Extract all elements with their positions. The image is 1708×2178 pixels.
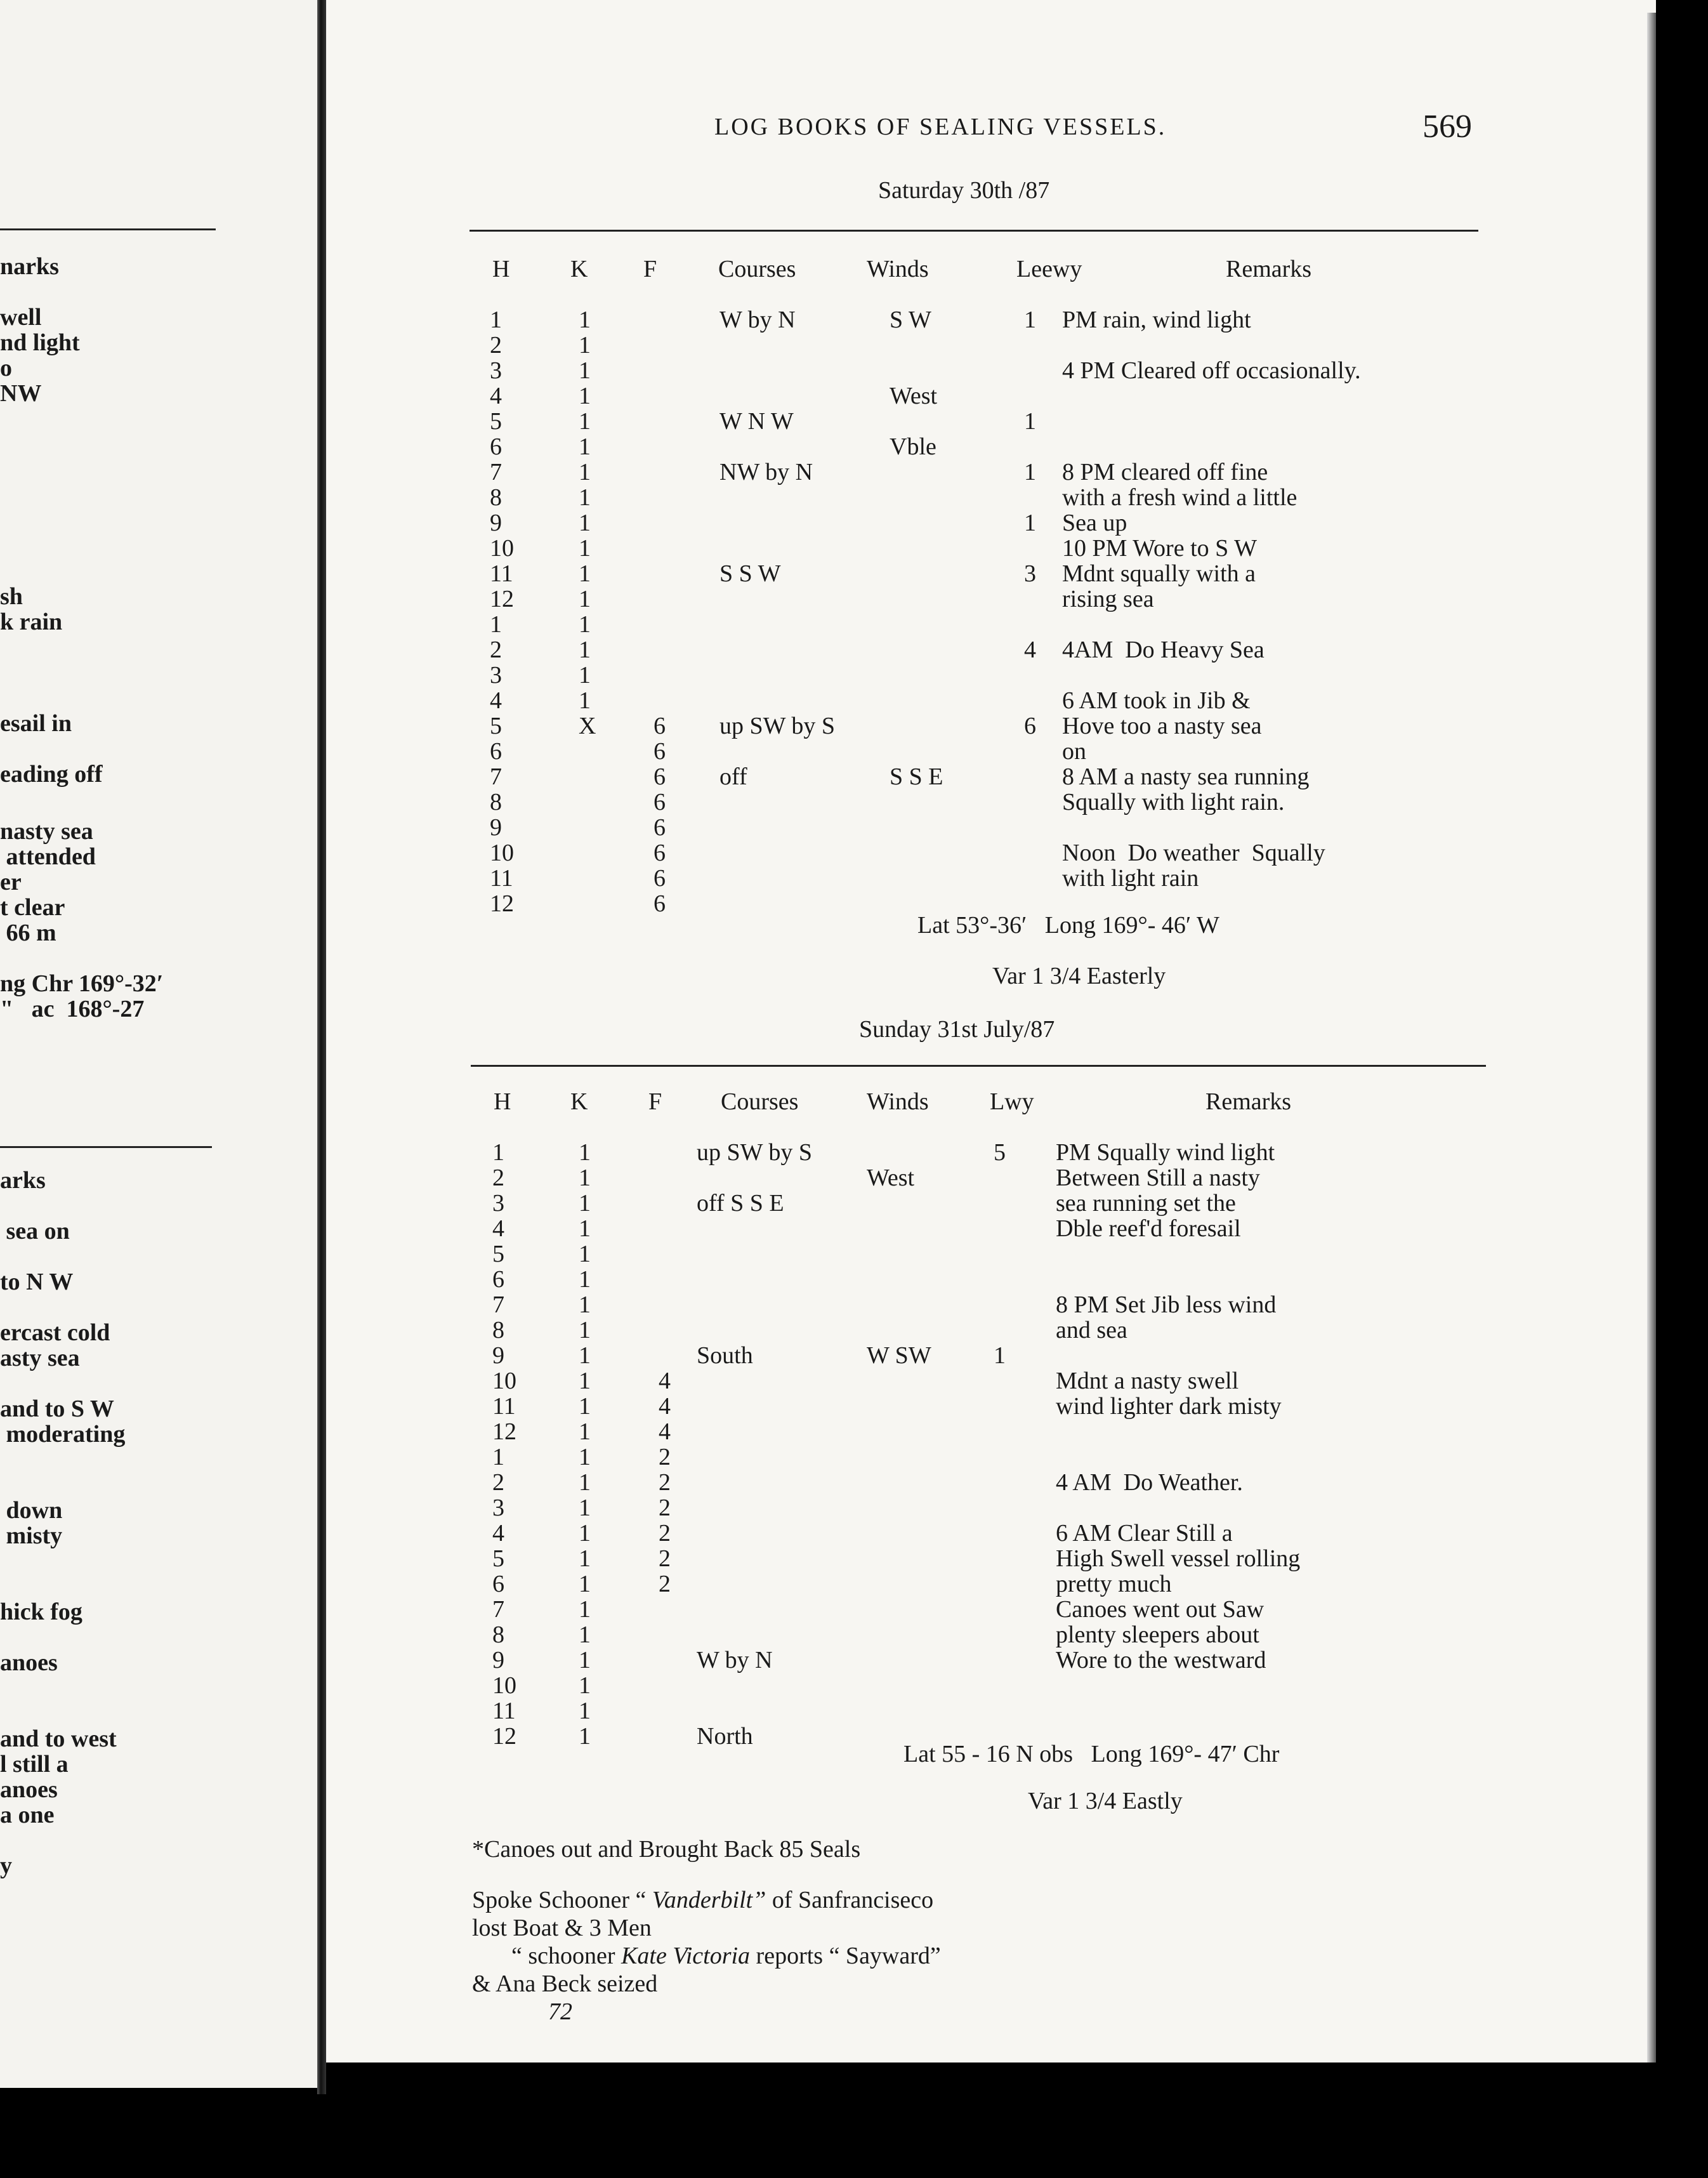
left-fragment-line: and to west (0, 1726, 117, 1752)
day1-date: Saturday 30th /87 (878, 177, 1050, 204)
hour-cell: 6 (490, 738, 502, 765)
remark-line: 4 AM Do Weather. (1056, 1469, 1243, 1496)
fathoms-cell: 6 (654, 890, 666, 917)
knots-cell: 1 (579, 637, 591, 663)
hour-cell: 8 (492, 1621, 504, 1648)
footnote-canoes: *Canoes out and Brought Back 85 Seals (472, 1836, 861, 1863)
col-winds: Winds (867, 256, 929, 282)
hour-cell: 1 (490, 611, 502, 638)
remark-line: 6 AM took in Jib & (1062, 687, 1251, 714)
col-k: K (570, 1088, 588, 1115)
col-f: F (648, 1088, 662, 1115)
hour-cell: 12 (492, 1723, 516, 1750)
fathoms-cell: 6 (654, 763, 666, 790)
hour-cell: 11 (492, 1393, 516, 1420)
left-rule-top (0, 228, 216, 230)
hour-cell: 8 (490, 789, 502, 815)
remark-line: 8 PM cleared off fine (1062, 459, 1268, 485)
footnote-lost: lost Boat & 3 Men (472, 1915, 652, 1941)
wind-cell: Vble (890, 433, 936, 460)
knots-cell: 1 (579, 510, 591, 536)
knots-cell: 1 (579, 1190, 591, 1217)
left-fragment-line: a one (0, 1802, 55, 1828)
hour-cell: 5 (492, 1241, 504, 1267)
knots-cell: 1 (579, 1444, 591, 1470)
left-fragment-line: arks (0, 1167, 46, 1194)
leeway-cell: 3 (1024, 560, 1036, 587)
leeway-cell: 1 (1024, 408, 1036, 435)
course-cell: North (697, 1723, 753, 1750)
book-binding (317, 0, 326, 2094)
course-cell: W by N (697, 1647, 773, 1673)
hour-cell: 5 (490, 713, 502, 739)
schooner-vessel: Kate Victoria (621, 1943, 751, 1969)
left-fragment-line: anoes (0, 1776, 58, 1803)
left-fragment-line: y (0, 1852, 12, 1879)
remark-line: wind lighter dark misty (1056, 1393, 1282, 1420)
left-fragment-line: nd light (0, 329, 80, 356)
knots-cell: 1 (579, 1698, 591, 1724)
hour-cell: 9 (492, 1342, 504, 1369)
fathoms-cell: 6 (654, 814, 666, 841)
col-remarks: Remarks (1205, 1088, 1292, 1115)
spoke-suffix: of Sanfranciseco (766, 1887, 934, 1913)
leeway-cell: 1 (1024, 307, 1036, 333)
knots-cell: 1 (579, 586, 591, 612)
day1-position: Lat 53°-36′ Long 169°- 46′ W (917, 912, 1219, 939)
hour-cell: 12 (492, 1418, 516, 1445)
knots-cell: 1 (579, 1418, 591, 1445)
knots-cell: 1 (579, 1165, 591, 1191)
knots-cell: 1 (579, 357, 591, 384)
left-rule-mid (0, 1146, 212, 1148)
hour-cell: 3 (490, 662, 502, 689)
fathoms-cell: 6 (654, 789, 666, 815)
remark-line: rising sea (1062, 586, 1154, 612)
hour-cell: 6 (492, 1571, 504, 1597)
hour-cell: 10 (492, 1368, 516, 1394)
left-fragment-line: sea on (0, 1218, 70, 1244)
leeway-cell: 5 (994, 1139, 1006, 1166)
left-fragment-line: esail in (0, 710, 72, 737)
fathoms-cell: 2 (659, 1545, 671, 1572)
hour-cell: 3 (492, 1190, 504, 1217)
hour-cell: 10 (490, 840, 514, 866)
knots-cell: 1 (579, 1723, 591, 1750)
knots-cell: 1 (579, 1342, 591, 1369)
left-fragment-line: ercast cold (0, 1319, 110, 1346)
remark-line: with a fresh wind a little (1062, 484, 1297, 511)
knots-cell: 1 (579, 1672, 591, 1699)
left-fragment-line: 66 m (0, 920, 56, 946)
remark-line: on (1062, 738, 1086, 765)
hour-cell: 5 (492, 1545, 504, 1572)
remark-line: PM rain, wind light (1062, 307, 1251, 333)
knots-cell: 1 (579, 332, 591, 359)
course-cell: off (719, 763, 747, 790)
knots-cell: 1 (579, 1139, 591, 1166)
remark-line: 8 AM a nasty sea running (1062, 763, 1310, 790)
col-remarks: Remarks (1226, 256, 1312, 282)
day1-variation: Var 1 3/4 Easterly (992, 963, 1166, 989)
fathoms-cell: 4 (659, 1393, 671, 1420)
left-fragment-line: hick fog (0, 1599, 82, 1625)
footnote-spoke (472, 1885, 933, 1915)
remark-line: Mdnt a nasty swell (1056, 1368, 1239, 1394)
day2-rule (471, 1065, 1486, 1067)
hour-cell: 5 (490, 408, 502, 435)
knots-cell: 1 (579, 662, 591, 689)
remark-line: High Swell vessel rolling (1056, 1545, 1301, 1572)
hour-cell: 4 (490, 383, 502, 409)
left-fragment-line: to N W (0, 1269, 74, 1295)
fathoms-cell: 6 (654, 840, 666, 866)
left-fragment-line: er (0, 869, 22, 895)
knots-cell: 1 (579, 611, 591, 638)
knots-cell: 1 (579, 408, 591, 435)
left-fragment-line: moderating (0, 1421, 126, 1448)
left-fragment-line: k rain (0, 609, 63, 635)
knots-cell: 1 (579, 1469, 591, 1496)
remark-line: 6 AM Clear Still a (1056, 1520, 1233, 1547)
col-k: K (570, 256, 588, 282)
spoke-prefix: Spoke Schooner “ (472, 1887, 652, 1913)
wind-cell: S W (890, 307, 931, 333)
left-fragment-line: well (0, 304, 42, 331)
col-h: H (492, 256, 510, 282)
day1-rule (470, 230, 1478, 232)
remark-line: 10 PM Wore to S W (1062, 535, 1257, 562)
signature-mark: 72 (548, 1998, 572, 2025)
hour-cell: 6 (492, 1266, 504, 1293)
hour-cell: 7 (490, 763, 502, 790)
fathoms-cell: 4 (659, 1418, 671, 1445)
left-page-fragment (0, 0, 317, 2088)
remark-line: plenty sleepers about (1056, 1621, 1259, 1648)
remark-line: 8 PM Set Jib less wind (1056, 1291, 1277, 1318)
day2-date: Sunday 31st July/87 (859, 1016, 1055, 1043)
day2-position: Lat 55 - 16 N obs Long 169°- 47′ Chr (903, 1741, 1280, 1767)
leeway-cell: 1 (1024, 459, 1036, 485)
hour-cell: 8 (490, 484, 502, 511)
schooner-prefix: “ schooner (511, 1943, 622, 1969)
hour-cell: 6 (490, 433, 502, 460)
knots-cell: 1 (579, 1520, 591, 1547)
remark-line: sea running set the (1056, 1190, 1236, 1217)
remark-line: 4AM Do Heavy Sea (1062, 637, 1265, 663)
wind-cell: West (867, 1165, 915, 1191)
left-fragment-line: o (0, 355, 12, 381)
col-h: H (494, 1088, 511, 1115)
remark-line: Hove too a nasty sea (1062, 713, 1262, 739)
fathoms-cell: 2 (659, 1495, 671, 1521)
knots-cell: 1 (579, 1368, 591, 1394)
knots-cell: 1 (579, 1291, 591, 1318)
hour-cell: 7 (492, 1596, 504, 1623)
course-cell: NW by N (719, 459, 813, 485)
knots-cell: 1 (579, 484, 591, 511)
running-header: LOG BOOKS OF SEALING VESSELS. (714, 114, 1167, 140)
fathoms-cell: 6 (654, 738, 666, 765)
left-fragment-line: eading off (0, 761, 103, 788)
remark-line: 4 PM Cleared off occasionally. (1062, 357, 1361, 384)
knots-cell: 1 (579, 459, 591, 485)
leeway-cell: 6 (1024, 713, 1036, 739)
col-leeway: Leewy (1016, 256, 1082, 282)
hour-cell: 2 (490, 637, 502, 663)
hour-cell: 4 (492, 1520, 504, 1547)
page-number: 569 (1422, 109, 1472, 145)
course-cell: W N W (719, 408, 794, 435)
hour-cell: 9 (492, 1647, 504, 1673)
hour-cell: 1 (490, 307, 502, 333)
left-fragment-line: narks (0, 253, 59, 280)
remark-line: Noon Do weather Squally (1062, 840, 1325, 866)
hour-cell: 7 (490, 459, 502, 485)
hour-cell: 9 (490, 814, 502, 841)
remark-line: Sea up (1062, 510, 1127, 536)
col-f: F (643, 256, 657, 282)
day2-variation: Var 1 3/4 Eastly (1028, 1788, 1183, 1814)
course-cell: S S W (719, 560, 781, 587)
knots-cell: 1 (579, 1596, 591, 1623)
left-fragment-line: down (0, 1497, 63, 1524)
leeway-cell: 1 (994, 1342, 1006, 1369)
hour-cell: 11 (492, 1698, 516, 1724)
knots-cell: 1 (579, 560, 591, 587)
knots-cell: 1 (579, 307, 591, 333)
knots-cell: 1 (579, 1545, 591, 1572)
col-winds: Winds (867, 1088, 929, 1115)
remark-line: Mdnt squally with a (1062, 560, 1256, 587)
left-fragment-line: sh (0, 583, 23, 610)
hour-cell: 10 (492, 1672, 516, 1699)
col-leeway: Lwy (990, 1088, 1034, 1115)
knots-cell: 1 (579, 1621, 591, 1648)
fathoms-cell: 4 (659, 1368, 671, 1394)
knots-cell: 1 (579, 1647, 591, 1673)
leeway-cell: 1 (1024, 510, 1036, 536)
hour-cell: 2 (492, 1469, 504, 1496)
knots-cell: 1 (579, 1241, 591, 1267)
col-courses: Courses (718, 256, 796, 282)
hour-cell: 11 (490, 560, 513, 587)
footnote-schooner (511, 1941, 941, 1971)
footnote-seized: & Ana Beck seized (472, 1970, 658, 1997)
remark-line: Between Still a nasty (1056, 1165, 1260, 1191)
knots-cell: 1 (579, 1393, 591, 1420)
knots-cell: X (579, 713, 596, 739)
fathoms-cell: 2 (659, 1469, 671, 1496)
left-fragment-line: misty (0, 1522, 63, 1549)
knots-cell: 1 (579, 1571, 591, 1597)
page (326, 0, 1656, 2062)
hour-cell: 3 (492, 1495, 504, 1521)
hour-cell: 3 (490, 357, 502, 384)
course-cell: off S S E (697, 1190, 784, 1217)
hour-cell: 12 (490, 586, 514, 612)
wind-cell: West (890, 383, 938, 409)
left-fragment-line: t clear (0, 894, 65, 921)
knots-cell: 1 (579, 433, 591, 460)
wind-cell: S S E (890, 763, 943, 790)
knots-cell: 1 (579, 1495, 591, 1521)
knots-cell: 1 (579, 535, 591, 562)
left-fragment-line: and to S W (0, 1396, 114, 1422)
hour-cell: 2 (490, 332, 502, 359)
left-fragment-line: asty sea (0, 1345, 80, 1371)
hour-cell: 4 (492, 1215, 504, 1242)
hour-cell: 1 (492, 1444, 504, 1470)
wind-cell: W SW (867, 1342, 931, 1369)
hour-cell: 9 (490, 510, 502, 536)
remark-line: Squally with light rain. (1062, 789, 1285, 815)
course-cell: W by N (719, 307, 796, 333)
remark-line: PM Squally wind light (1056, 1139, 1275, 1166)
left-fragment-line: NW (0, 380, 42, 407)
remark-line: Dble reef'd foresail (1056, 1215, 1241, 1242)
remark-line: pretty much (1056, 1571, 1172, 1597)
spoke-vessel: Vanderbilt” (652, 1887, 766, 1913)
hour-cell: 7 (492, 1291, 504, 1318)
knots-cell: 1 (579, 383, 591, 409)
left-fragment-line: " ac 168°-27 (0, 996, 145, 1022)
hour-cell: 10 (490, 535, 514, 562)
knots-cell: 1 (579, 687, 591, 714)
hour-cell: 1 (492, 1139, 504, 1166)
fathoms-cell: 6 (654, 865, 666, 892)
left-fragment-line: nasty sea (0, 818, 93, 845)
course-cell: up SW by S (697, 1139, 812, 1166)
hour-cell: 12 (490, 890, 514, 917)
remark-line: and sea (1056, 1317, 1127, 1343)
page-edge (1647, 13, 1656, 2062)
hour-cell: 2 (492, 1165, 504, 1191)
left-fragment-line: anoes (0, 1649, 58, 1676)
fathoms-cell: 2 (659, 1571, 671, 1597)
hour-cell: 11 (490, 865, 513, 892)
fathoms-cell: 2 (659, 1520, 671, 1547)
remark-line: Wore to the westward (1056, 1647, 1266, 1673)
hour-cell: 8 (492, 1317, 504, 1343)
fathoms-cell: 6 (654, 713, 666, 739)
knots-cell: 1 (579, 1215, 591, 1242)
left-fragment-line: l still a (0, 1751, 69, 1778)
knots-cell: 1 (579, 1266, 591, 1293)
left-fragment-line: ng Chr 169°-32′ (0, 970, 164, 997)
course-cell: South (697, 1342, 753, 1369)
remark-line: with light rain (1062, 865, 1199, 892)
schooner-suffix: reports “ Sayward” (750, 1943, 941, 1969)
course-cell: up SW by S (719, 713, 835, 739)
hour-cell: 4 (490, 687, 502, 714)
leeway-cell: 4 (1024, 637, 1036, 663)
fathoms-cell: 2 (659, 1444, 671, 1470)
left-fragment-line: attended (0, 843, 96, 870)
col-courses: Courses (721, 1088, 799, 1115)
knots-cell: 1 (579, 1317, 591, 1343)
remark-line: Canoes went out Saw (1056, 1596, 1265, 1623)
